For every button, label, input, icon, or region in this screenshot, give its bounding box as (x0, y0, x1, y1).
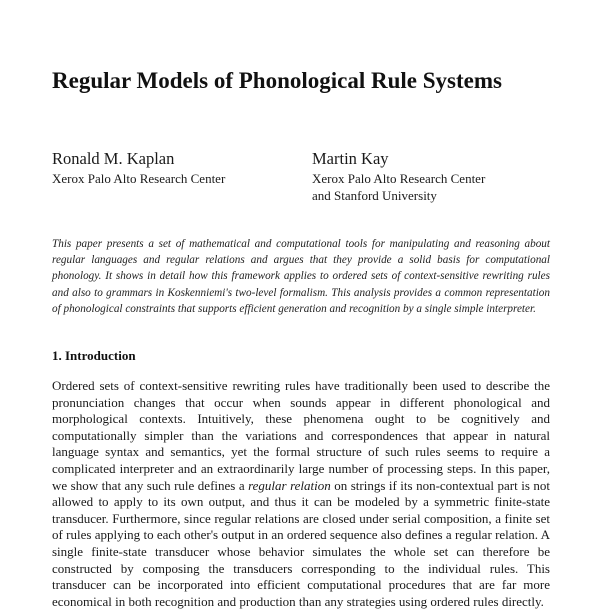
section-heading: 1. Introduction (52, 348, 136, 363)
introduction-paragraph (52, 378, 550, 610)
author-name: Martin Kay (312, 149, 389, 168)
paper-title: Regular Models of Phonological Rule Systems (52, 68, 502, 94)
author-block-kay (312, 150, 485, 204)
abstract: This paper presents a set of mathematical and computational tools for manipulating and reasoning about regular languages and regular relations and argues that they provide a solid basis for computational phonology. It shows in detail how this framework applies to ordered sets of context-sensitive rewriting rules and also to grammars in Koskenniemi's two-level formalism. This analysis provides a common representation of phonological constraints that supports efficient generation and recognition by a single simple interpreter. (52, 238, 550, 315)
author-affiliation: Xerox Palo Alto Research Center (312, 171, 486, 186)
emphasis-term: regular relation (248, 477, 331, 493)
author-affiliation: and Stanford University (312, 188, 437, 203)
paragraph-text: Ordered sets of context-sensitive rewriting rules have traditionally been used to describe the pronunciation changes that occur when sounds appear in different phonological and morphological contexts. Intuitively, these phenomena ought to be cognitively and computationally simpler than the variations and correspondences that appear in natural language syntax and semantics, yet the formal structure of such rules seems to require a complicated interpreter and an extraordinarily large number of processing steps. In this paper, we show that any such rule defines a (52, 378, 550, 493)
author-affiliation: Xerox Palo Alto Research Center (52, 171, 226, 186)
paragraph-text: on strings if its non-contextual part is not allowed to apply to its own output, and thus it can be modeled by a symmetric finite-state transducer. Furthermore, since regular relations are closed under serial composition, a finite set of rules applying to each other's output in an ordered sequence also defines a regular relation. A single finite-state transducer whose behavior simulates the whole set can therefore be constructed by composing the transducers corresponding to the individual rules. This transducer can be incorporated into efficient computational procedures that are far more economical in both recognition and production than any strategies using ordered rules directly. (52, 477, 550, 609)
author-block-kaplan (52, 150, 225, 187)
author-name: Ronald M. Kaplan (52, 149, 175, 168)
